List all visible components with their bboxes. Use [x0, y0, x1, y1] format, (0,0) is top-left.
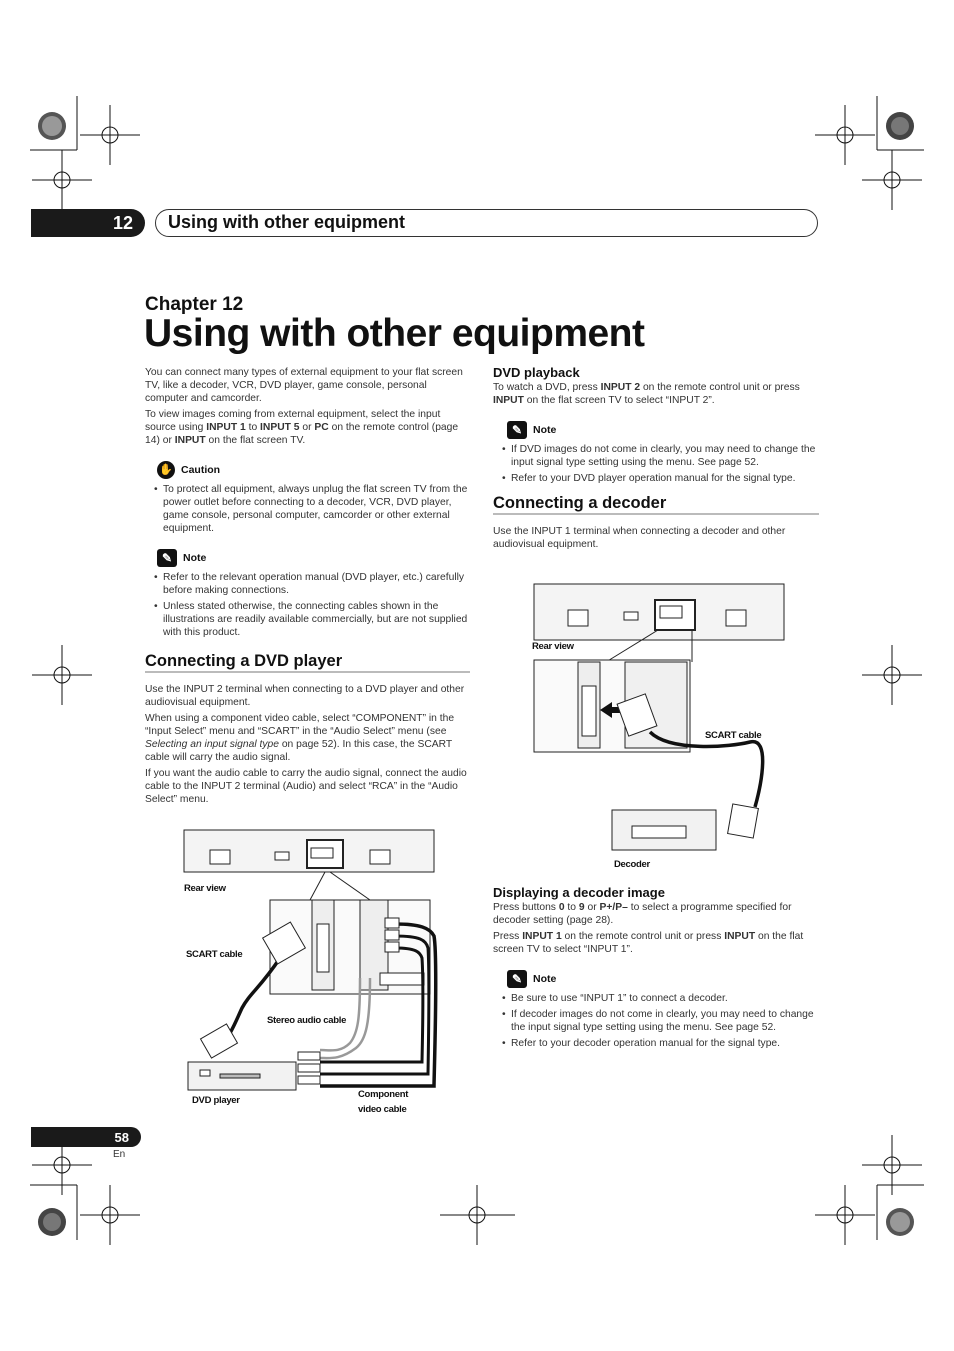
right-column-lower [493, 886, 819, 1053]
caution-label: Caution [181, 463, 221, 476]
note-label: Note [533, 423, 557, 436]
section-title-tab [155, 209, 818, 237]
dvd-playback-text: To watch a DVD, press INPUT 2 on the remote control unit or press INPUT on the flat screen TV to select “INPUT 2”. [493, 382, 800, 406]
left-column [145, 366, 470, 809]
caution-box [157, 461, 470, 535]
chapter-label: Chapter 12 [145, 294, 244, 315]
caution-hand-icon: ✋ [157, 461, 175, 479]
note-item: • Unless stated otherwise, the connecting cables shown in the illustrations are readily available commercially, but are not supplied with this product. [154, 600, 470, 639]
note-item: • Be sure to use “INPUT 1” to connect a decoder. [502, 992, 819, 1005]
dvd-playback-heading: DVD playback [493, 365, 580, 380]
stereo-audio-cable-label: Stereo audio cable [267, 1015, 347, 1026]
decoder-heading: Connecting a decoder [493, 497, 819, 515]
page-title: Using with other equipment [144, 312, 645, 355]
language-code: En [113, 1149, 126, 1160]
decoder-label: Decoder [614, 859, 650, 870]
dvd-connection-illustration [180, 828, 440, 1118]
page-number-tab [31, 1127, 141, 1147]
dvd-paragraph-1: Use the INPUT 2 terminal when connecting to a DVD player and other audiovisual equipment. [145, 684, 465, 708]
note-box [157, 549, 470, 639]
note-box-decoder [507, 970, 819, 1050]
intro-paragraph-2: To view images coming from external equipment, select the input source using INPUT 1 to INPUT 5 or PC on the remote control (page 14) or INPUT on the flat screen TV. [145, 409, 459, 446]
dvd-heading: Connecting a DVD player [145, 655, 470, 673]
page-number: 58 [114, 1129, 129, 1145]
intro-paragraph-1: You can connect many types of external equipment to your flat screen TV, like a decoder, VCR, DVD player, game console, personal computer and camcorder. [145, 367, 463, 404]
decoder-paragraph-1: Use the INPUT 1 terminal when connecting a decoder and other audiovisual equipment. [493, 526, 786, 550]
dvd-player-label: DVD player [192, 1095, 240, 1106]
chapter-number-tab [31, 209, 145, 237]
note-pencil-icon: ✎ [507, 970, 527, 988]
display-paragraph-2: Press INPUT 1 on the remote control unit or press INPUT on the flat screen TV to select “INPUT 1”. [493, 931, 804, 955]
scart-cable-label-right: SCART cable [705, 730, 762, 741]
note-box-dvd [507, 421, 819, 485]
chapter-number: 12 [112, 212, 133, 233]
note-item: • If decoder images do not come in clearly, you may need to change the input signal type setting using the menu. See page 52. [502, 1008, 819, 1034]
dvd-paragraph-3: If you want the audio cable to carry the audio signal, connect the audio cable to the INPUT 2 terminal (Audio) and select “RCA” in the “Audio Select” menu. [145, 768, 467, 805]
rear-view-label: Rear view [184, 883, 226, 894]
note-label: Note [533, 972, 557, 985]
component-cable-label-line1: Component [358, 1089, 409, 1100]
section-title: Using with other equipment [168, 212, 405, 232]
note-item: • If DVD images do not come in clearly, you may need to change the input signal type setting using the menu. See page 52. [502, 443, 819, 469]
decoder-connection-illustration [530, 582, 790, 854]
right-column [493, 366, 819, 554]
note-item: • Refer to the relevant operation manual (DVD player, etc.) carefully before making connections. [154, 571, 470, 597]
note-label: Note [183, 551, 207, 564]
dvd-paragraph-2: When using a component video cable, select “COMPONENT” in the “Input Select” menu and “SCART” in the “Audio Select” menu (see Selecting an input signal type on page 52). In this case, the SCART cable will carry the audio signal. [145, 713, 455, 763]
note-item: • Refer to your DVD player operation manual for the signal type. [502, 472, 819, 485]
display-paragraph-1: Press buttons 0 to 9 or P+/P– to select a programme specified for decoder setting (page 28). [493, 902, 792, 926]
scart-cable-label: SCART cable [186, 949, 243, 960]
component-cable-label-line2: video cable [358, 1104, 407, 1115]
rear-view-label-right: Rear view [532, 641, 574, 652]
note-pencil-icon: ✎ [507, 421, 527, 439]
note-pencil-icon: ✎ [157, 549, 177, 567]
caution-item: • To protect all equipment, always unplug the flat screen TV from the power outlet before connecting to a decoder, VCR, DVD player, game console, personal computer, camcorder or other external equipment. [154, 483, 470, 535]
display-decoder-heading: Displaying a decoder image [493, 885, 665, 900]
note-item: • Refer to your decoder operation manual for the signal type. [502, 1037, 819, 1050]
